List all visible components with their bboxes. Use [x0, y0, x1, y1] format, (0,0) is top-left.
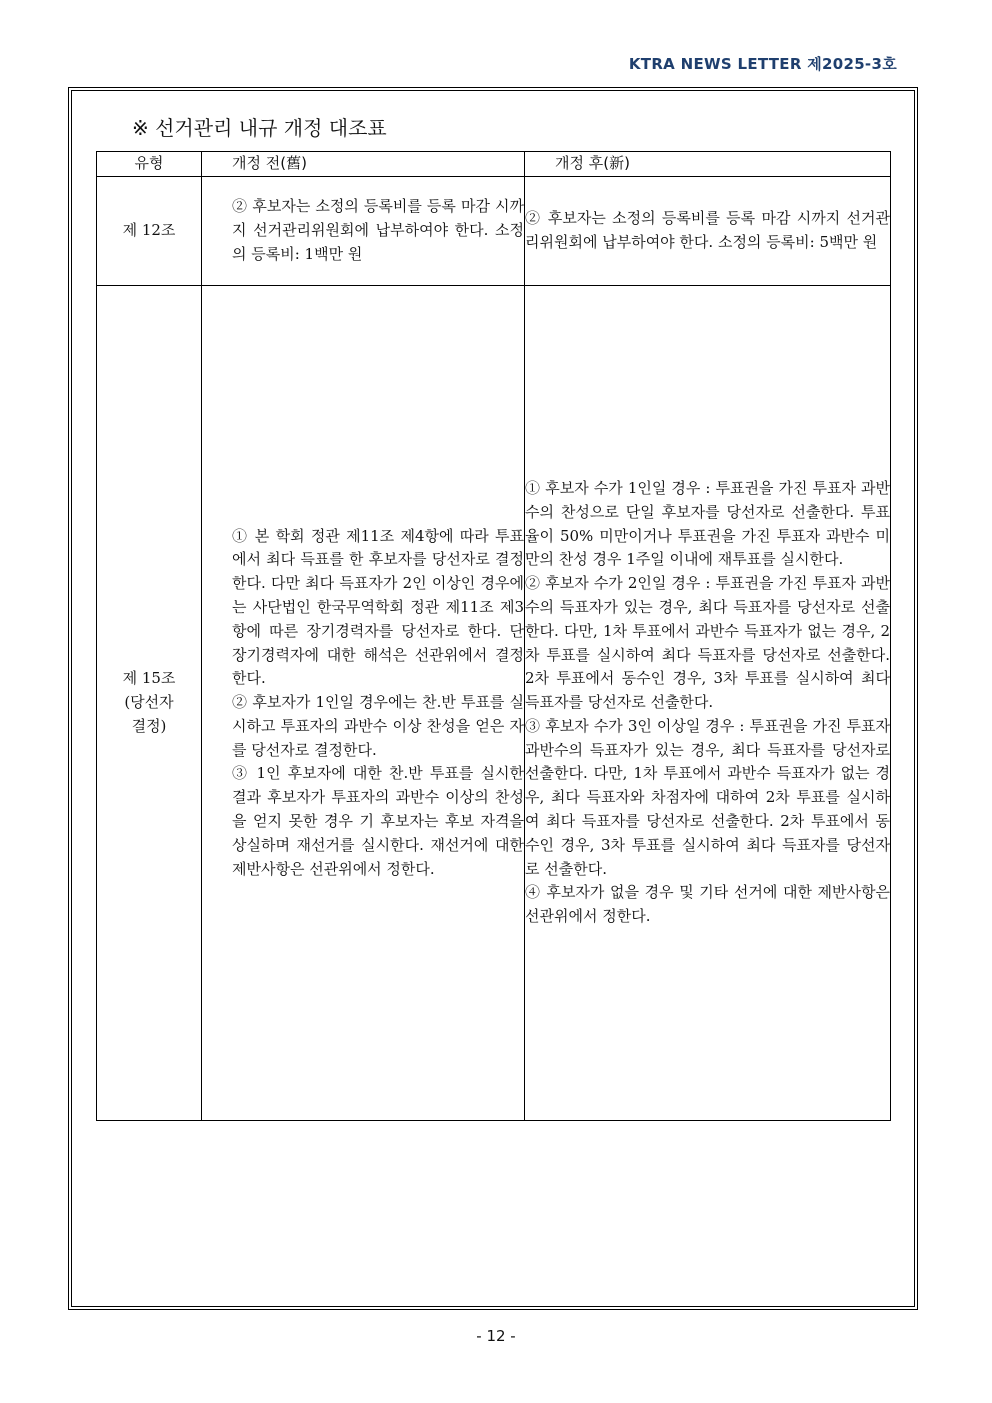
table-header-row: [97, 152, 891, 177]
table-row: [97, 286, 891, 1121]
row-type-article-15: 제 15조 (당선자 결정): [97, 286, 202, 1121]
after-text-article-12: ② 후보자는 소정의 등록비를 등록 마감 시까지 선거관리위원회에 납부하여야 한다. 소정의 등록비: 5백만 원: [525, 177, 891, 286]
page-number: - 12 -: [476, 1327, 516, 1345]
header-before: 개정 전(舊): [202, 152, 525, 177]
row-type-article-12: 제 12조: [97, 177, 202, 286]
newsletter-header: KTRA NEWS LETTER 제2025-3호: [628, 55, 897, 73]
table-row: [97, 177, 891, 286]
before-text-article-15: ① 본 학회 정관 제11조 제4항에 따라 투표에서 최다 득표를 한 후보자를 당선자로 결정한다. 다만 최다 득표자가 2인 이상인 경우에는 사단법인 한국무역학회 정관 제11조 제3항에 따른 장기경력자를 당선자로 한다. 단 장기경력자에 대한 해석은 선관위에서 결정한다. ② 후보자가 1인일 경우에는 찬.반 투표를 실시하고 투표자의 과반수 이상 찬성을 얻은 자를 당선자로 결정한다. ③ 1인 후보자에 대한 찬.반 투표를 실시한 결과 후보자가 투표자의 과반수 이상의 찬성을 얻지 못한 경우 기 후보자는 후보 자격을 상실하며 재선거를 실시한다. 재선거에 대한 제반사항은 선관위에서 정한다.: [202, 286, 525, 1121]
after-text-article-15: ① 후보자 수가 1인일 경우 : 투표권을 가진 투표자 과반수의 찬성으로 단일 후보자를 당선자로 선출한다. 투표율이 50% 미만이거나 투표권을 가진 투표자 과반수 미만의 찬성 경우 1주일 이내에 재투표를 실시한다. ② 후보자 수가 2인일 경우 : 투표권을 가진 투표자 과반수의 득표자가 있는 경우, 최다 득표자를 당선자로 선출한다. 다만, 1차 투표에서 과반수 득표자가 없는 경우, 2차 투표를 실시하여 최다 득표자를 당선자로 선출한다. 2차 투표에서 동수인 경우, 3차 투표를 실시하여 최다 득표자를 당선자로 선출한다. ③ 후보자 수가 3인 이상일 경우 : 투표권을 가진 투표자 과반수의 득표자가 있는 경우, 최다 득표자를 당선자로 선출한다. 다만, 1차 투표에서 과반수 득표자가 없는 경우, 최다 득표자와 차점자에 대하여 2차 투표를 실시하여 최다 득표자를 당선자로 선출한다. 2차 투표에서 동수인 경우, 3차 투표를 실시하여 최다 득표자를 당선자로 선출한다. ④ 후보자가 없을 경우 및 기타 선거에 대한 제반사항은 선관위에서 정한다.: [525, 286, 891, 1121]
before-text-article-12: ② 후보자는 소정의 등록비를 등록 마감 시까지 선거관리위원회에 납부하여야 한다. 소정의 등록비: 1백만 원: [202, 177, 525, 286]
header-after: 개정 후(新): [525, 152, 891, 177]
document-title: ※ 선거관리 내규 개정 대조표: [132, 116, 387, 140]
header-type: 유형: [97, 152, 202, 177]
comparison-table: [96, 151, 891, 1121]
